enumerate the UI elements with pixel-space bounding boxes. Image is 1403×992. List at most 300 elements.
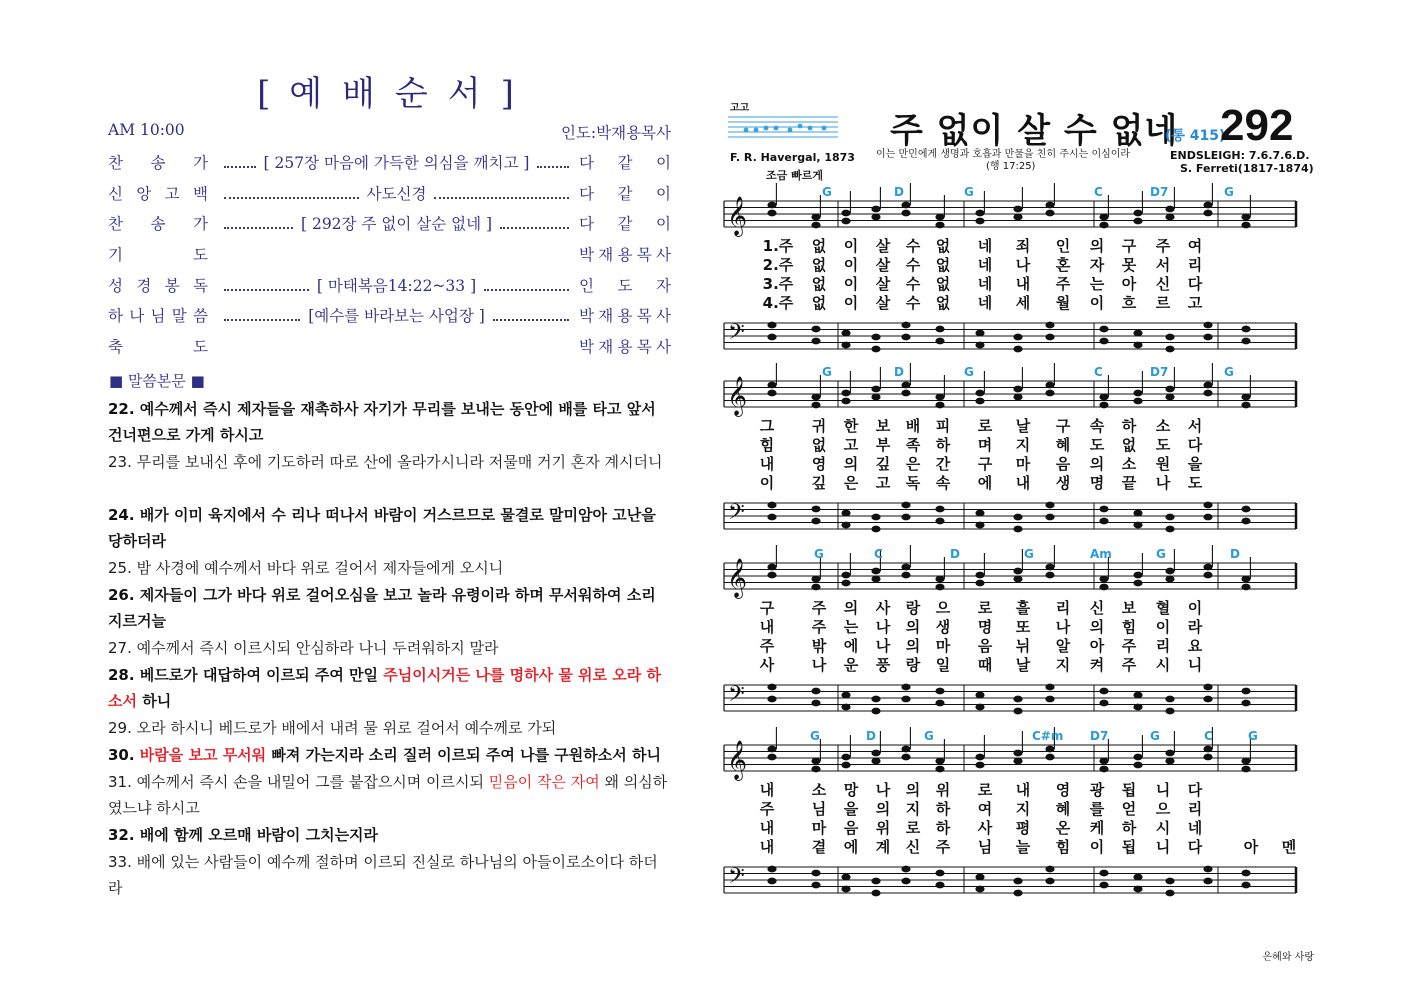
lyric-line [758, 779, 1278, 797]
lyric-syllable: 를 [1089, 800, 1105, 818]
who-char: 목 [636, 338, 652, 356]
lyric-syllable: 수 [905, 294, 921, 312]
lyric-line [758, 616, 1278, 634]
lyric-syllable: 생 [1055, 474, 1071, 492]
hymn-tempo: 조금 빠르게 [766, 169, 823, 182]
note-head [1045, 878, 1054, 885]
label-char: 나 [129, 307, 145, 325]
lyric-syllable: 밖 [811, 637, 827, 655]
note-head [1165, 394, 1174, 401]
note-head [935, 338, 944, 345]
note-head [1099, 882, 1108, 889]
lyric-syllable: 내 [1015, 474, 1031, 492]
lyric-syllable: 는 [843, 618, 859, 636]
verse-text: 27. 예수께서 즉시 이르시되 안심하라 나니 두려워하지 말라 [108, 639, 499, 657]
note-head [767, 322, 776, 329]
worship-time-row [108, 121, 671, 142]
lyric-syllable: 이 [759, 474, 775, 492]
lyric-syllable: 의 [905, 618, 921, 636]
lyric-syllable: 이 [1155, 618, 1171, 636]
lyric-syllable: 시 [1155, 819, 1171, 837]
note-head [767, 878, 776, 885]
who-char: 재 [598, 246, 614, 264]
lyric-syllable: 귀 [811, 417, 827, 435]
note-head [935, 518, 944, 525]
note-head [935, 758, 944, 765]
note-head [1203, 696, 1212, 703]
lyric-syllable: 주 [1055, 275, 1071, 293]
lyric-line [758, 472, 1278, 490]
note-head [1045, 390, 1054, 397]
note-head [901, 564, 910, 571]
lyric-syllable: 켜 [1089, 656, 1105, 674]
note-head [1045, 502, 1054, 509]
lyric-syllable: 로 [905, 819, 921, 837]
label-char: 씀 [193, 307, 208, 325]
verse-text: 왜 의심하였느냐 하시고 [108, 773, 668, 817]
lyric-syllable: 네 [977, 256, 993, 274]
lyric-syllable: 부 [875, 436, 891, 454]
note-head [1133, 210, 1142, 217]
note-head [1203, 878, 1212, 885]
lyric-syllable: 이 [1187, 599, 1203, 617]
lyric-syllable: 곁 [811, 838, 827, 856]
lyric-syllable: 네 [977, 275, 993, 293]
lyric-syllable: 주 [935, 838, 951, 856]
lyric-syllable: 을 [843, 800, 859, 818]
lyric-syllable: 계 [875, 838, 891, 856]
lyric-syllable: 풍 [875, 656, 891, 674]
lyric-line [758, 273, 1278, 291]
lyric-syllable: 보 [1121, 599, 1137, 617]
lyric-syllable: 음 [977, 637, 993, 655]
lyric-syllable: 의 [1089, 455, 1105, 473]
lyric-syllable: 혈 [1155, 599, 1171, 617]
note-head [1045, 202, 1054, 209]
order-item-label [108, 335, 208, 359]
note-head [1165, 878, 1174, 885]
note-head [1099, 326, 1108, 333]
lyric-line [758, 597, 1278, 615]
lyric-syllable: 없 [935, 275, 951, 293]
who-char: 용 [617, 307, 633, 325]
chord-symbol: G [822, 185, 832, 199]
note-head [1165, 890, 1174, 897]
scripture-verse [108, 396, 668, 448]
label-char: 송 [150, 154, 166, 172]
lyric-syllable: 2.주 [762, 256, 794, 274]
note-head [1165, 206, 1174, 213]
note-head [901, 390, 910, 397]
lyric-syllable: 내 [759, 819, 775, 837]
note-head [1099, 214, 1108, 221]
lyric-syllable: 아 [1089, 637, 1105, 655]
note-head [1013, 750, 1022, 757]
note-head [1165, 696, 1174, 703]
note-head [1241, 584, 1250, 591]
note-head [1045, 564, 1054, 571]
lyric-syllable: 으 [935, 599, 951, 617]
who-char: 다 [579, 154, 594, 172]
lyric-syllable: 시 [1155, 656, 1171, 674]
note-head [1241, 758, 1250, 765]
note-head [935, 688, 944, 695]
note-head [975, 886, 984, 893]
lyric-syllable: 흘 [1015, 599, 1031, 617]
order-item-who [579, 151, 671, 175]
note-head [871, 514, 880, 521]
lyric-syllable: 으 [1155, 800, 1171, 818]
lyric-syllable: 고 [843, 436, 859, 454]
note-head [1133, 390, 1142, 397]
chord-symbol: G [924, 729, 934, 743]
lyric-syllable: 아 [1121, 275, 1137, 293]
note-head [767, 866, 776, 873]
lyric-syllable: 마 [811, 819, 827, 837]
lyric-syllable: 하 [1121, 819, 1137, 837]
lyric-syllable: 신 [1155, 275, 1171, 293]
lyric-syllable: 고 [1187, 294, 1203, 312]
lyric-syllable: 나 [875, 618, 891, 636]
scripture-verse [108, 635, 668, 661]
highlighted-text: 믿음이 작은 자여 [488, 773, 600, 791]
scripture-heading: ■ 말씀본문 ■ [109, 372, 205, 390]
note-head [901, 746, 910, 753]
lyric-syllable: 살 [875, 237, 891, 255]
note-head [767, 202, 776, 209]
note-head [1165, 526, 1174, 533]
note-head [1045, 684, 1054, 691]
lyric-syllable: 배 [905, 417, 921, 435]
note-head [871, 568, 880, 575]
note-head [935, 506, 944, 513]
note-head [767, 210, 776, 217]
lyric-syllable: 온 [1055, 819, 1071, 837]
lyric-syllable: 라 [1187, 618, 1203, 636]
note-head [1241, 576, 1250, 583]
lyric-syllable: 주 [1121, 637, 1137, 655]
lyric-syllable: 내 [759, 618, 775, 636]
lyric-syllable: 살 [875, 294, 891, 312]
note-head [871, 890, 880, 897]
note-head [811, 758, 820, 765]
lyric-syllable: 르 [1155, 294, 1171, 312]
order-item-who [579, 212, 671, 236]
lyric-syllable: 운 [843, 656, 859, 674]
note-head [935, 700, 944, 707]
lyric-syllable: 다 [1187, 275, 1203, 293]
lyric-syllable: 마 [1015, 455, 1031, 473]
note-head [811, 576, 820, 583]
label-char: 도 [193, 246, 208, 264]
lyric-syllable: 흐 [1121, 294, 1137, 312]
note-head [1099, 394, 1108, 401]
lyric-syllable: 도 [1155, 436, 1171, 454]
note-head [975, 692, 984, 699]
lyric-syllable: 의 [1089, 237, 1105, 255]
note-head [1241, 518, 1250, 525]
note-head [1099, 700, 1108, 707]
lyric-syllable: 구 [977, 455, 993, 473]
lyric-syllable: 주 [759, 637, 775, 655]
lyric-syllable: 나 [811, 656, 827, 674]
scripture-verse [108, 742, 668, 768]
note-head [871, 576, 880, 583]
note-head [841, 510, 850, 517]
note-head [975, 210, 984, 217]
lyric-syllable: 없 [811, 237, 827, 255]
note-head [1133, 572, 1142, 579]
who-char: 박 [579, 338, 594, 356]
chord-symbol: D [866, 729, 876, 743]
note-head [1241, 882, 1250, 889]
hymn-old-number: (통 415) [1165, 128, 1226, 144]
note-head [1241, 688, 1250, 695]
note-head [1045, 866, 1054, 873]
label-char: 경 [136, 277, 152, 295]
lyric-syllable: 이 [843, 275, 859, 293]
lyric-syllable: 랑 [905, 656, 921, 674]
note-head [1099, 222, 1108, 229]
order-item-desc-text: 사도신경 [366, 185, 427, 203]
note-head [1165, 750, 1174, 757]
lyric-syllable: 자 [1089, 256, 1105, 274]
note-head [1133, 580, 1142, 587]
note-head [841, 390, 850, 397]
note-head [901, 334, 910, 341]
note-head [975, 398, 984, 405]
lyric-syllable: 의 [843, 599, 859, 617]
scripture-verse [108, 849, 668, 901]
treble-clef-icon: 𝄞 [727, 740, 748, 780]
who-char: 용 [617, 246, 633, 264]
note-head [767, 564, 776, 571]
worship-time: AM 10:00 [108, 121, 185, 139]
lyric-syllable: 니 [1155, 781, 1171, 799]
order-item-who [579, 274, 671, 298]
note-head [1165, 514, 1174, 521]
note-head [841, 210, 850, 217]
note-head [811, 338, 820, 345]
note-head [935, 584, 944, 591]
lyric-syllable: 없 [1121, 436, 1137, 454]
lyric-syllable: 하 [935, 819, 951, 837]
note-head [871, 386, 880, 393]
note-head [811, 688, 820, 695]
note-head [1203, 866, 1212, 873]
hymn-mini-melody-icon [728, 113, 840, 139]
note-head [767, 572, 776, 579]
hymn-tune: ENDSLEIGH: 7.6.7.6.D. [1170, 149, 1310, 162]
lyric-syllable: 나 [875, 637, 891, 655]
who-char: 사 [656, 307, 671, 325]
note-head [901, 572, 910, 579]
chord-symbol: G [1156, 547, 1166, 561]
note-head [1013, 394, 1022, 401]
note-head [1133, 330, 1142, 337]
lyric-syllable: 알 [1055, 637, 1071, 655]
lyric-syllable: 없 [811, 294, 827, 312]
note-head [1013, 708, 1022, 715]
note-head [1045, 572, 1054, 579]
note-head [1099, 506, 1108, 513]
note-head [1133, 522, 1142, 529]
note-head [901, 514, 910, 521]
lyric-syllable: 이 [1089, 294, 1105, 312]
note-head [1241, 338, 1250, 345]
note-head [1099, 766, 1108, 773]
lyric-syllable: 독 [905, 474, 921, 492]
label-char: 백 [192, 185, 208, 203]
lyric-syllable: 네 [977, 294, 993, 312]
label-char: 님 [150, 307, 166, 325]
bass-clef-icon: 𝄢 [728, 500, 745, 530]
note-head [841, 580, 850, 587]
lyric-syllable: 간 [935, 455, 951, 473]
lyric-syllable: 이 [1089, 838, 1105, 856]
hymn-subtitle-ref: (행 17:25) [986, 161, 1036, 172]
chord-symbol: G [810, 729, 820, 743]
note-head [975, 390, 984, 397]
lyric-syllable: 날 [1015, 656, 1031, 674]
verse-text: 22. 예수께서 즉시 제자들을 재촉하사 자기가 무리를 보내는 동안에 배를 타고 앞서 건너편으로 가게 하시고 [108, 400, 656, 444]
verse-text: 23. 무리를 보내신 후에 기도하러 따로 산에 올라가시니라 저물매 거기 혼자 계시더니 [108, 453, 663, 471]
note-head [1013, 568, 1022, 575]
lyric-syllable: 의 [905, 781, 921, 799]
scripture-verse [108, 769, 668, 821]
note-head [1045, 210, 1054, 217]
note-head [1241, 326, 1250, 333]
note-head [1203, 746, 1212, 753]
note-head [1241, 402, 1250, 409]
hymn-subtitle: 이는 만민에게 생명과 호흡과 만물을 친히 주시는 이심이라 [876, 149, 1131, 160]
lyric-syllable: 힘 [1055, 838, 1071, 856]
lyric-syllable: 또 [1015, 618, 1031, 636]
treble-clef-icon: 𝄞 [727, 376, 748, 416]
note-head [1133, 692, 1142, 699]
lyric-syllable: 늘 [1015, 838, 1031, 856]
order-item-desc [222, 212, 571, 236]
chord-symbol: Am [1090, 547, 1112, 561]
note-head [1241, 870, 1250, 877]
note-head [871, 346, 880, 353]
chord-symbol: G [964, 185, 974, 199]
note-head [1013, 696, 1022, 703]
order-item [108, 243, 671, 267]
note-head [975, 330, 984, 337]
who-char: 이 [656, 185, 671, 203]
note-head [1133, 886, 1142, 893]
order-item-desc [222, 182, 571, 206]
chord-symbol: D [894, 365, 904, 379]
chord-symbol: G [1024, 547, 1034, 561]
lyric-syllable: 지 [905, 800, 921, 818]
hymn-number: 292 [1220, 101, 1294, 150]
lyric-syllable: 지 [1055, 656, 1071, 674]
lyric-syllable: 에 [977, 474, 993, 492]
scripture-verse [108, 715, 668, 741]
note-head [871, 334, 880, 341]
note-head [1203, 502, 1212, 509]
note-head [811, 214, 820, 221]
note-head [1045, 696, 1054, 703]
lyric-syllable: 혼 [1055, 256, 1071, 274]
note-head [1241, 394, 1250, 401]
lyric-syllable: 소 [811, 781, 827, 799]
note-head [1133, 754, 1142, 761]
lyric-syllable: 요 [1187, 637, 1203, 655]
note-head [767, 754, 776, 761]
label-char: 독 [192, 277, 208, 295]
chord-symbol: D [950, 547, 960, 561]
lyric-line [758, 453, 1278, 471]
order-item-who [579, 243, 671, 267]
note-head [901, 322, 910, 329]
order-item [108, 151, 671, 175]
chord-symbol: C [874, 547, 883, 561]
note-head [1099, 758, 1108, 765]
label-char: 하 [108, 307, 123, 325]
note-head [1133, 218, 1142, 225]
lyric-syllable: 내 [759, 838, 775, 856]
lyric-syllable: 사 [759, 656, 775, 674]
lyric-syllable: 세 [1015, 294, 1031, 312]
lyric-syllable: 끝 [1121, 474, 1137, 492]
note-head [975, 572, 984, 579]
lyric-syllable: 이 [843, 294, 859, 312]
note-head [1099, 338, 1108, 345]
lyric-line [758, 654, 1278, 672]
note-head [935, 222, 944, 229]
note-head [871, 708, 880, 715]
lyric-syllable: 속 [1089, 417, 1105, 435]
note-head [1099, 518, 1108, 525]
verse-text: 30. [108, 746, 140, 764]
chord-symbol: G [964, 365, 974, 379]
note-head [811, 882, 820, 889]
order-item-label [108, 304, 208, 328]
lyric-syllable: 보 [875, 417, 891, 435]
order-item-desc-text: [ 292장 주 없이 살순 없네 ] [300, 215, 493, 233]
lyric-syllable: 님 [811, 800, 827, 818]
lyric-syllable: 힘 [1121, 618, 1137, 636]
note-head [1165, 386, 1174, 393]
note-head [901, 754, 910, 761]
label-char: 앙 [136, 185, 152, 203]
chord-symbol: G [1224, 365, 1234, 379]
label-char: 송 [150, 215, 166, 233]
chord-symbol: C#m [1032, 729, 1064, 743]
lyric-syllable: 리 [1055, 599, 1071, 617]
lyric-syllable: 없 [811, 256, 827, 274]
note-head [1203, 564, 1212, 571]
lyric-syllable: 망 [843, 781, 859, 799]
order-item [108, 182, 671, 206]
lyric-syllable: 지 [1015, 436, 1031, 454]
chord-symbol: G [814, 547, 824, 561]
lyric-syllable: 됩 [1121, 781, 1137, 799]
verse-text: 26. 제자들이 그가 바다 위로 걸어오심을 보고 놀라 유령이라 하며 무서워하여 소리 지르거늘 [108, 586, 656, 630]
chord-symbol: C [1204, 729, 1213, 743]
lyric-syllable: 님 [977, 838, 993, 856]
lyric-syllable: 3.주 [762, 275, 794, 293]
lyric-syllable: 내 [1015, 275, 1031, 293]
scripture-verse [108, 822, 668, 848]
note-head [811, 870, 820, 877]
note-head [901, 866, 910, 873]
lyric-syllable: 얻 [1121, 800, 1137, 818]
label-char: 성 [108, 277, 123, 295]
